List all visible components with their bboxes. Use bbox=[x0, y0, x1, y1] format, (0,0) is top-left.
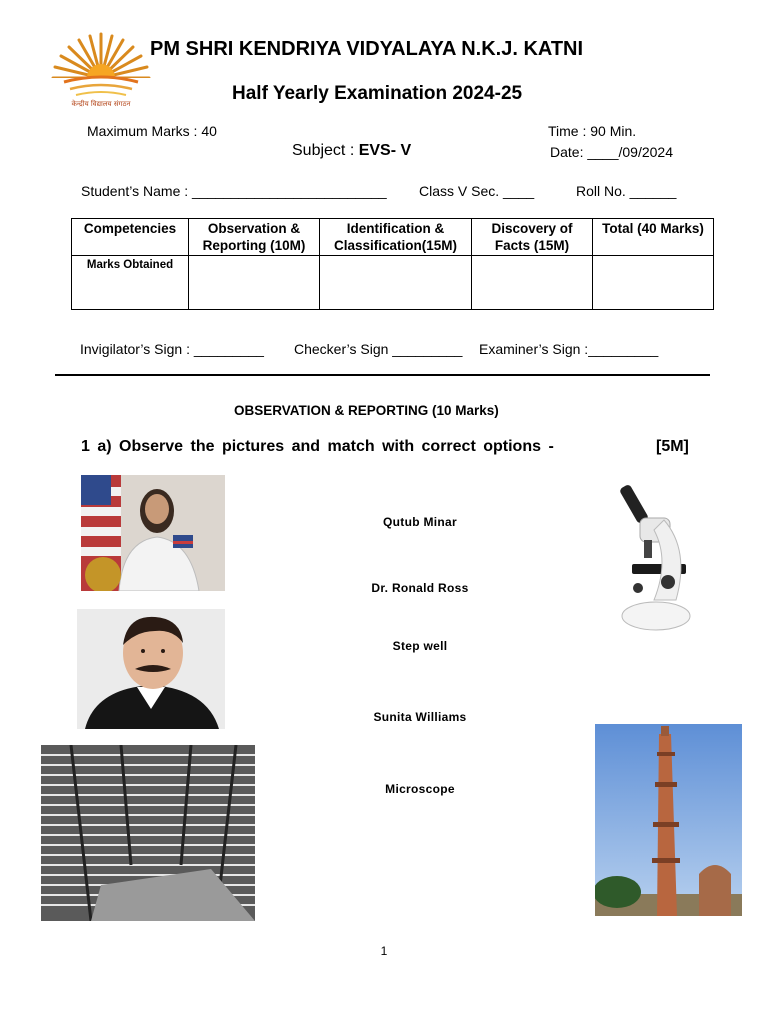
invigilator-sign: Invigilator’s Sign : _________ bbox=[80, 341, 264, 357]
header-total: Total (40 Marks) bbox=[593, 219, 714, 256]
header-competencies: Competencies bbox=[72, 219, 189, 256]
option-qutub-minar: Qutub Minar bbox=[383, 515, 457, 529]
option-ronald-ross: Dr. Ronald Ross bbox=[371, 581, 469, 595]
marks-obtained-label: Marks Obtained bbox=[72, 256, 189, 310]
class-section-field: Class V Sec. ____ bbox=[419, 183, 535, 199]
student-name-field: Student’s Name : _________________________ bbox=[81, 183, 387, 199]
exam-date: Date: ____/09/2024 bbox=[550, 144, 673, 160]
table-row bbox=[72, 256, 714, 310]
option-sunita-williams: Sunita Williams bbox=[373, 710, 467, 724]
header-discovery: Discovery of Facts (15M) bbox=[472, 219, 593, 256]
microscope-photo-icon bbox=[614, 480, 698, 640]
question-1a: 1 a) Observe the pictures and match with correct options - bbox=[81, 438, 554, 455]
checker-sign: Checker’s Sign _________ bbox=[294, 341, 463, 357]
time-allowed: Time : 90 Min. bbox=[548, 123, 637, 139]
header-identification: Identification & Classification(15M) bbox=[320, 219, 472, 256]
subject-label: Subject : bbox=[292, 142, 359, 159]
question-1a-marks: [5M] bbox=[656, 438, 689, 455]
ronald-ross-portrait-icon bbox=[77, 609, 225, 729]
school-name: PM SHRI KENDRIYA VIDYALAYA N.K.J. KATNI bbox=[150, 38, 584, 60]
option-microscope: Microscope bbox=[385, 782, 455, 796]
page-number: 1 bbox=[380, 944, 388, 958]
section-title: OBSERVATION & REPORTING (10 Marks) bbox=[234, 403, 499, 418]
stepwell-photo-icon bbox=[41, 745, 255, 921]
subject-value: EVS- V bbox=[358, 142, 412, 159]
header-observation: Observation & Reporting (10M) bbox=[189, 219, 320, 256]
qutub-minar-photo-icon bbox=[595, 724, 742, 916]
total-marks-cell bbox=[593, 256, 714, 310]
subject-line bbox=[292, 142, 411, 160]
divider-line bbox=[55, 374, 710, 376]
exam-title: Half Yearly Examination 2024-25 bbox=[232, 83, 523, 104]
examiner-sign: Examiner’s Sign :_________ bbox=[479, 341, 659, 357]
observation-marks-cell bbox=[189, 256, 320, 310]
option-step-well: Step well bbox=[392, 639, 448, 653]
table-header-row bbox=[72, 219, 714, 256]
marks-table bbox=[71, 218, 714, 310]
discovery-marks-cell bbox=[472, 256, 593, 310]
logo-caption: केन्द्रीय विद्यालय संगठन bbox=[71, 100, 131, 108]
maximum-marks: Maximum Marks : 40 bbox=[87, 123, 217, 139]
roll-number-field: Roll No. ______ bbox=[576, 183, 677, 199]
astronaut-photo-icon bbox=[81, 475, 225, 591]
identification-marks-cell bbox=[320, 256, 472, 310]
